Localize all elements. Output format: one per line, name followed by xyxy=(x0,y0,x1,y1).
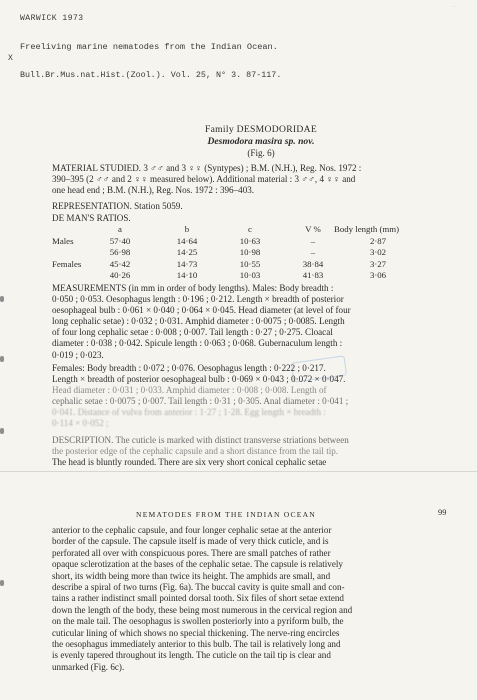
species-name: Desmodora masira sp. nov. xyxy=(207,136,315,147)
row-label: Males xyxy=(52,236,74,246)
family-heading: Family DESMODORIDAE xyxy=(204,124,318,135)
margin-hole-mark xyxy=(0,356,4,362)
ratios-title: DE MAN'S RATIOS. xyxy=(52,213,131,223)
table-cell: 3·02 xyxy=(369,247,387,257)
table-cell: 40·26 xyxy=(109,270,131,280)
description: DESCRIPTION. The cuticle is marked with distinct transverse striations between the posterior edge of the cephalic capsule and a short distance from the tail tip. The head is bluntly rounded. There are six very short conical cephalic setae xyxy=(52,435,349,468)
table-cell: 14·73 xyxy=(176,259,198,269)
description-continued: anterior to the cephalic capsule, and four longer cephalic setae at the anterior border of the capsule. The capsule itself is made of very thick cuticle, and is perforated all over with conspicuous pores. There are small patches of rather opaque sclerotization at the bases of the cephalic setae. The capsule is relatively short, its width being more than twice its height. The amphids are small, and describe a spiral of two turns (Fig. 6a). The buccal cavity is quite small and con- tains a rather indistinct small pointed dorsal tooth. Six files of short setae extend down the length of the body, these being most numerous in the cervical region and on the male tail. The oesophagus is swollen posteriorly into a pyriform bulb, the cuticular lining of which shows no special thickening. The nerve-ring encircles the oesophagus immediately anterior to this bulb. The tail is relatively long and is evenly tapered throughout its length. The cuticle on the tail tip is clear and unmarked (Fig. 6c). xyxy=(52,525,353,672)
page-number: 99 xyxy=(438,508,447,517)
table-cell: 14·64 xyxy=(176,236,198,246)
table-cell: – xyxy=(310,247,316,257)
representation: REPRESENTATION. Station 5059. xyxy=(52,201,183,211)
table-cell: 3·27 xyxy=(369,259,387,269)
table-cell: 45·42 xyxy=(109,259,131,269)
margin-mark: X xyxy=(8,54,13,63)
table-cell: 14·10 xyxy=(176,270,198,280)
col-header-b: b xyxy=(184,224,190,234)
table-cell: 56·98 xyxy=(109,247,131,257)
header-warwick: WARWICK 1973 xyxy=(20,14,84,23)
corner-mark: · xyxy=(453,5,455,10)
table-cell: 2·87 xyxy=(369,236,387,246)
measurements-males: MEASUREMENTS (in mm in order of body lengths). Males: Body breadth : 0·050 ; 0·053. Oesophagus length : 0·196 ; 0·212. Length × breadth of posterior oesophageal bulb : 0·061 × 0·040 ; 0·064 × 0·045. Head diameter (at level of four long cephalic setae) : 0·032 ; 0·031. Amphid diameter : 0·0075 ; 0·0085. Length of four long cephalic setae : 0·008 ; 0·007. Tail length : 0·27 ; 0·275. Cloacal diameter : 0·038 ; 0·042. Spicule length : 0·063 ; 0·068. Gubernaculum length : 0·019 ; 0·023. xyxy=(52,283,351,360)
running-head: NEMATODES FROM THE INDIAN OCEAN xyxy=(136,510,316,519)
table-cell: 41·83 xyxy=(302,270,324,280)
header-citation: Bull.Br.Mus.nat.Hist.(Zool.). Vol. 25, N° 3. 87-117. xyxy=(20,70,282,80)
measurements-females: Females: Body breadth : 0·072 ; 0·076. Oesophagus length : 0·222 ; 0·217. Length × breadth of posterior oesophageal bulb : 0·069 × 0·043 ; 0·072 × 0·047. Head diameter : 0·031 ; 0·033. Amphid diameter : 0·008 ; 0·008. Length of cephalic setae : 0·0075 ; 0·007. Tail length : 0·31 ; 0·305. Anal diameter : 0·041 ; 0·041. Distance of vulva from anterior : 1·27 ; 1·28. Egg length × breadth : 0·114 × 0·052 ; xyxy=(52,363,349,429)
col-header-c: c xyxy=(248,224,252,234)
table-cell: 3·06 xyxy=(369,270,387,280)
material-studied: MATERIAL STUDIED. 3 ♂♂ and 3 ♀♀ (Syntypes) ; B.M. (N.H.), Reg. Nos. 1972 : 390–395 (2 ♂♂ and 2 ♀♀ measured below). Additional material : 3 ♂♂, 4 ♀♀ and one head end ; B.M. (N.H.), Reg. Nos. 1972 : 396–403. xyxy=(52,163,362,196)
col-header-body-length: Body length (mm) xyxy=(334,224,399,234)
table-cell: 10·63 xyxy=(239,236,261,246)
table-cell: 10·98 xyxy=(239,247,261,257)
table-cell: 10·03 xyxy=(239,270,261,280)
page-divider xyxy=(0,471,477,472)
table-cell: 10·55 xyxy=(239,259,261,269)
table-cell: 57·40 xyxy=(109,236,131,246)
header-title: Freeliving marine nematodes from the Indian Ocean. xyxy=(20,42,278,52)
margin-hole-mark xyxy=(0,296,4,302)
table-cell: – xyxy=(310,236,316,246)
col-header-v: V % xyxy=(305,224,321,234)
margin-hole-mark xyxy=(0,428,4,434)
table-cell: 14·25 xyxy=(176,247,198,257)
row-label: Females xyxy=(52,259,82,269)
margin-hole-mark xyxy=(0,580,4,586)
table-cell: 38·84 xyxy=(302,259,324,269)
figure-reference: (Fig. 6) xyxy=(247,148,275,158)
col-header-a: a xyxy=(118,224,122,234)
